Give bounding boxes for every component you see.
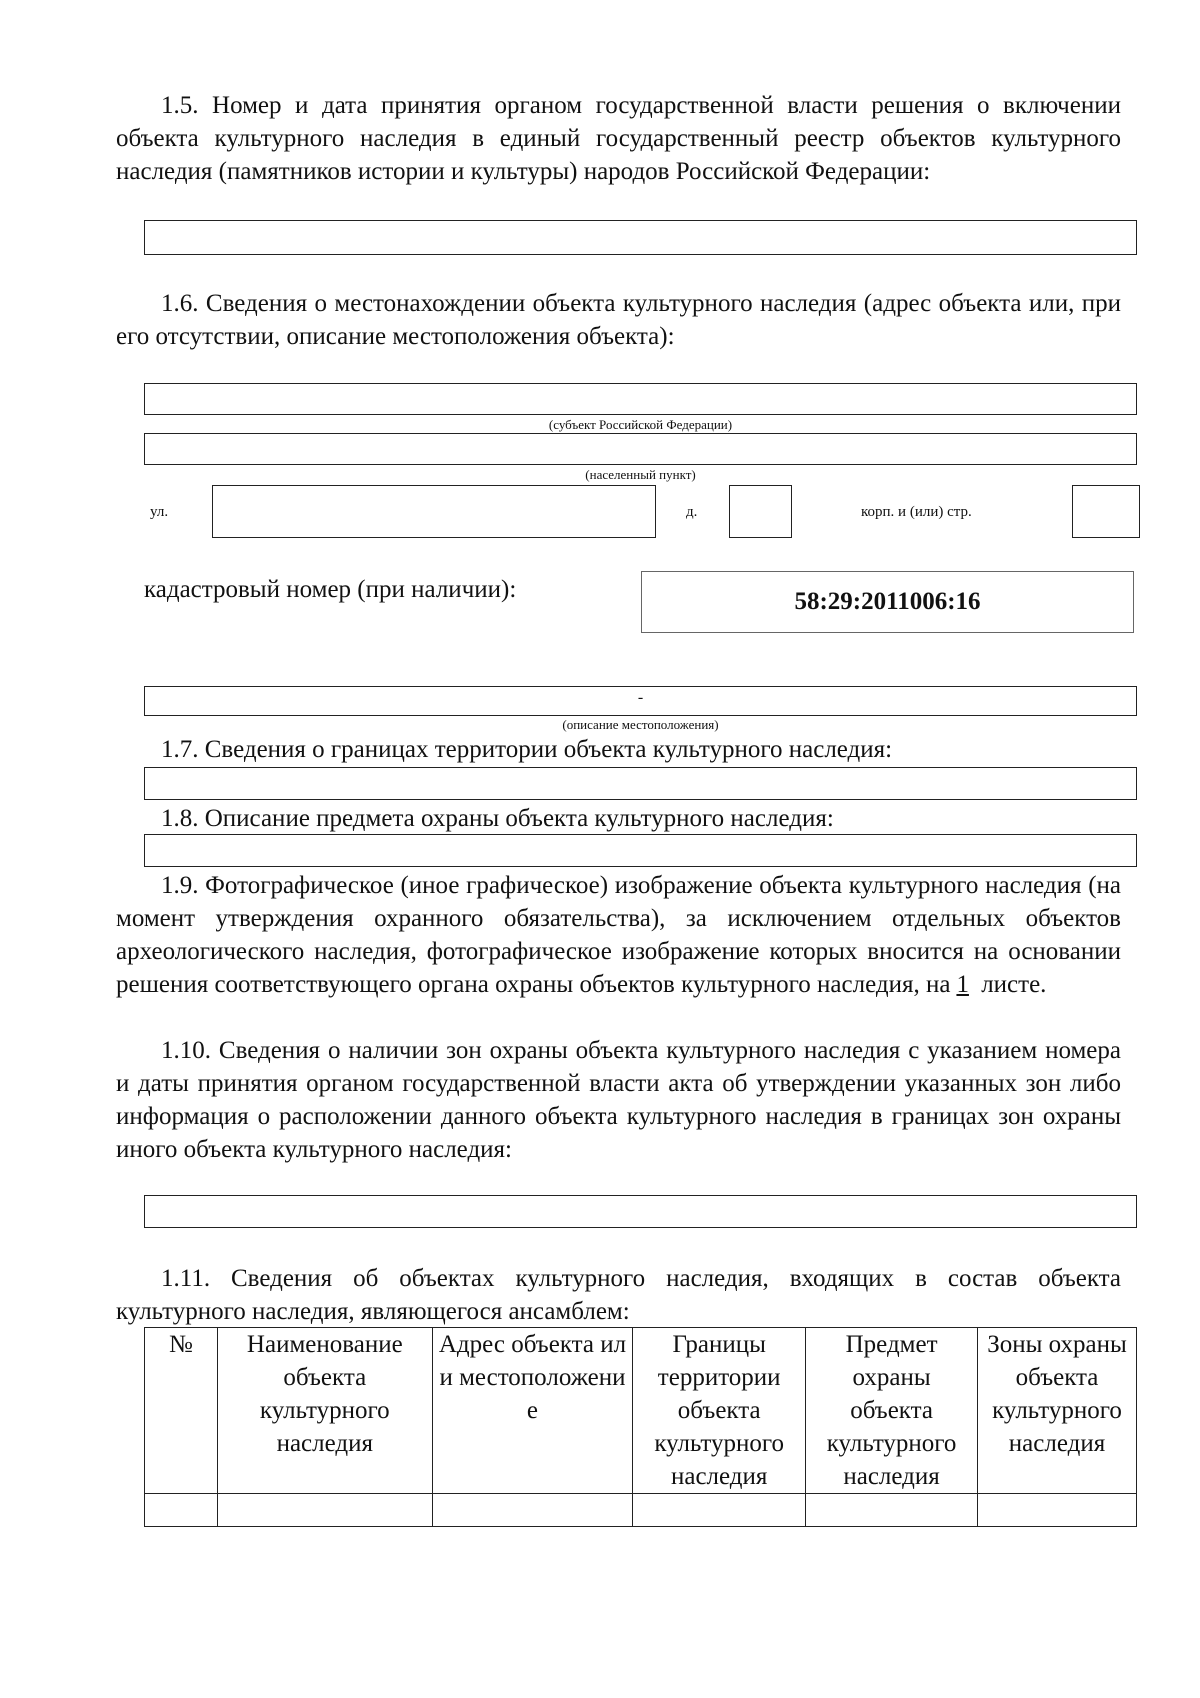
- section-1-9-text: 1.9. Фотографическое (иное графическое) изображение объекта культурного наследия (на момент утверждения охранного обязательства), за исключением отдельных объектов археологического наследия, фотографическое изображение которых вносится на основании решения соответствующего органа охраны объектов культурного наследия, на 1 листе.: [116, 872, 1121, 998]
- protection-subject-field[interactable]: [144, 834, 1137, 867]
- table-cell[interactable]: [217, 1494, 432, 1527]
- table-cell[interactable]: [432, 1494, 633, 1527]
- table-cell[interactable]: [633, 1494, 806, 1527]
- house-field[interactable]: [729, 485, 792, 538]
- cadastral-label: кадастровый номер (при наличии):: [144, 576, 517, 603]
- ensemble-objects-table: [144, 1327, 1137, 1527]
- col-zones-header: Зоны охраны объекта культурного наследия: [978, 1328, 1137, 1494]
- section-1-5-text: 1.5. Номер и дата принятия органом государственной власти решения о включении объекта культурного наследия в единый государственный реестр объектов культурного наследия (памятников истории и культуры) народов Российской Федерации:: [116, 92, 1121, 185]
- building-field[interactable]: [1072, 485, 1140, 538]
- street-label: ул.: [150, 504, 169, 520]
- table-header-row: [145, 1328, 1137, 1494]
- locality-caption: (населенный пункт): [585, 467, 696, 482]
- location-description-caption: (описание местоположения): [562, 717, 719, 732]
- registry-decision-field[interactable]: [144, 220, 1137, 255]
- col-number-header: №: [145, 1328, 218, 1494]
- cadastral-number-field[interactable]: 58:29:2011006:16: [641, 571, 1134, 633]
- section-1-10-text: 1.10. Сведения о наличии зон охраны объекта культурного наследия с указанием номера и даты принятия органом государственной власти акта об утверждении указанных зон либо информация о расположении данного объекта культурного наследия в границах зон охраны иного объекта культурного наследия:: [116, 1037, 1121, 1163]
- section-1-6-text: 1.6. Сведения о местонахождении объекта культурного наследия (адрес объекта или, при его отсутствии, описание местоположения объекта):: [116, 290, 1121, 350]
- protection-zones-field[interactable]: [144, 1195, 1137, 1228]
- locality-field[interactable]: [144, 433, 1137, 465]
- section-1-8-text: 1.8. Описание предмета охраны объекта культурного наследия:: [161, 805, 834, 832]
- section-1-7-text: 1.7. Сведения о границах территории объекта культурного наследия:: [161, 736, 893, 763]
- table-cell[interactable]: [145, 1494, 218, 1527]
- col-boundaries-header: Границы территории объекта культурного наследия: [633, 1328, 806, 1494]
- table-cell[interactable]: [978, 1494, 1137, 1527]
- col-address-header: Адрес объекта или местоположение: [432, 1328, 633, 1494]
- table-cell[interactable]: [806, 1494, 978, 1527]
- territory-boundaries-field[interactable]: [144, 767, 1137, 800]
- col-protection-subject-header: Предмет охраны объекта культурного наследия: [806, 1328, 978, 1494]
- section-1-11-text: 1.11. Сведения об объектах культурного наследия, входящих в состав объекта культурного наследия, являющегося ансамблем:: [116, 1265, 1121, 1325]
- region-field[interactable]: [144, 383, 1137, 415]
- col-name-header: Наименование объекта культурного наследия: [217, 1328, 432, 1494]
- region-caption: (субъект Российской Федерации): [548, 417, 733, 432]
- location-description-field[interactable]: -: [144, 686, 1137, 716]
- house-label: д.: [686, 504, 698, 520]
- table-row: [145, 1494, 1137, 1527]
- building-label: корп. и (или) стр.: [861, 504, 972, 520]
- street-field[interactable]: [212, 485, 656, 538]
- sheet-count: 1: [956, 971, 969, 998]
